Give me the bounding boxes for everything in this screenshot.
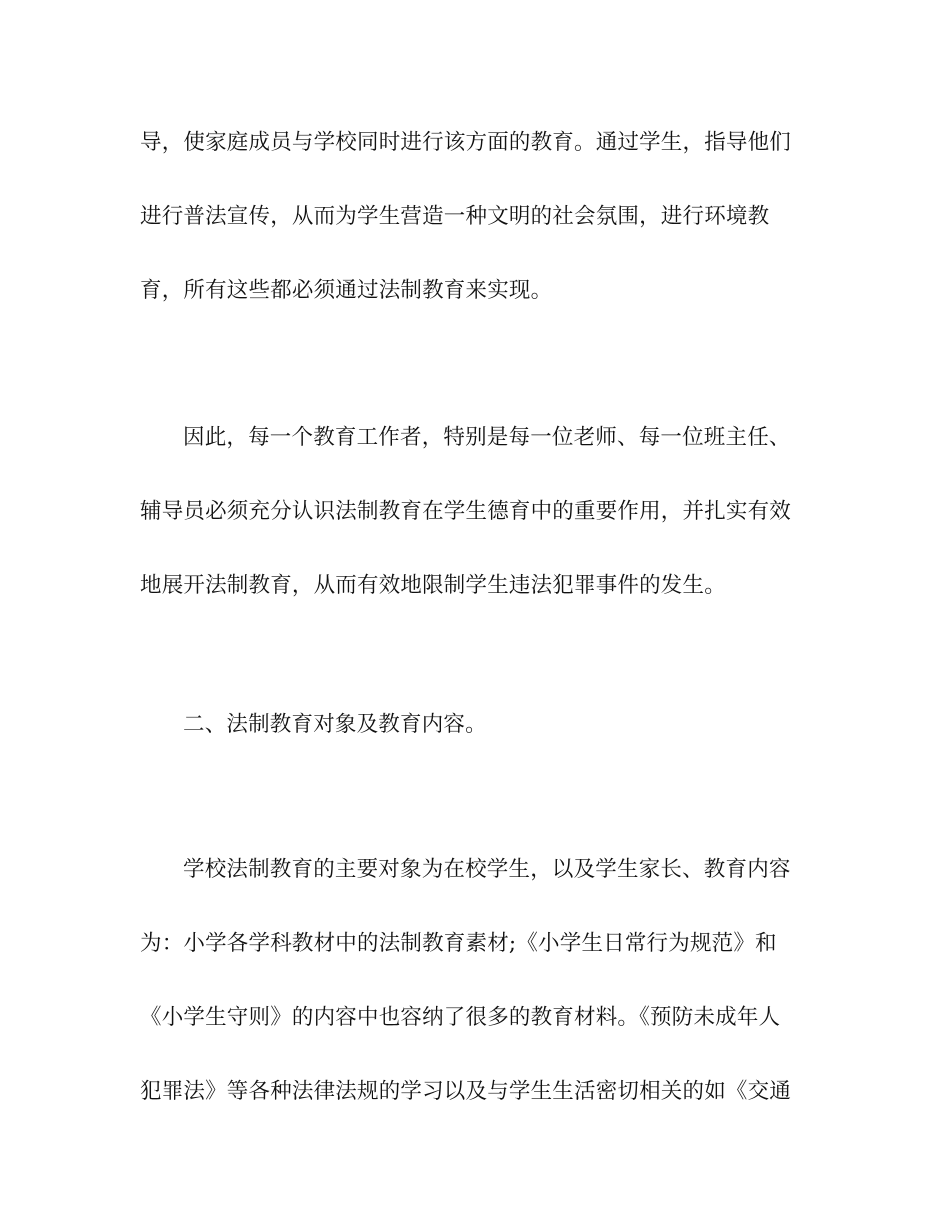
text-line: 学校法制教育的主要对象为在校学生，以及学生家长、教育内容 [183, 857, 791, 882]
text-line: 进行普法宣传，从而为学生营造一种文明的社会氛围，进行环境教 [140, 204, 770, 229]
heading-line: 二、法制教育对象及教育内容。 [183, 712, 487, 737]
text-line: 地展开法制教育，从而有效地限制学生违法犯罪事件的发生。 [140, 573, 726, 598]
text-line: 育，所有这些都必须通过法制教育来实现。 [140, 278, 553, 303]
text-line: 辅导员必须充分认识法制教育在学生德育中的重要作用，并扎实有效 [140, 499, 792, 524]
text-line: 为：小学各学科教材中的法制教育素材;《小学生日常行为规范》和 [140, 931, 777, 956]
text-line: 《小学生守则》的内容中也容纳了很多的教育材料。《预防未成年人 [140, 1005, 781, 1030]
text-line: 犯罪法》等各种法律法规的学习以及与学生生活密切相关的如《交通 [140, 1079, 792, 1104]
text-line: 因此，每一个教育工作者，特别是每一位老师、每一位班主任、 [183, 425, 791, 450]
text-line: 导，使家庭成员与学校同时进行该方面的教育。通过学生，指导他们 [140, 130, 792, 155]
